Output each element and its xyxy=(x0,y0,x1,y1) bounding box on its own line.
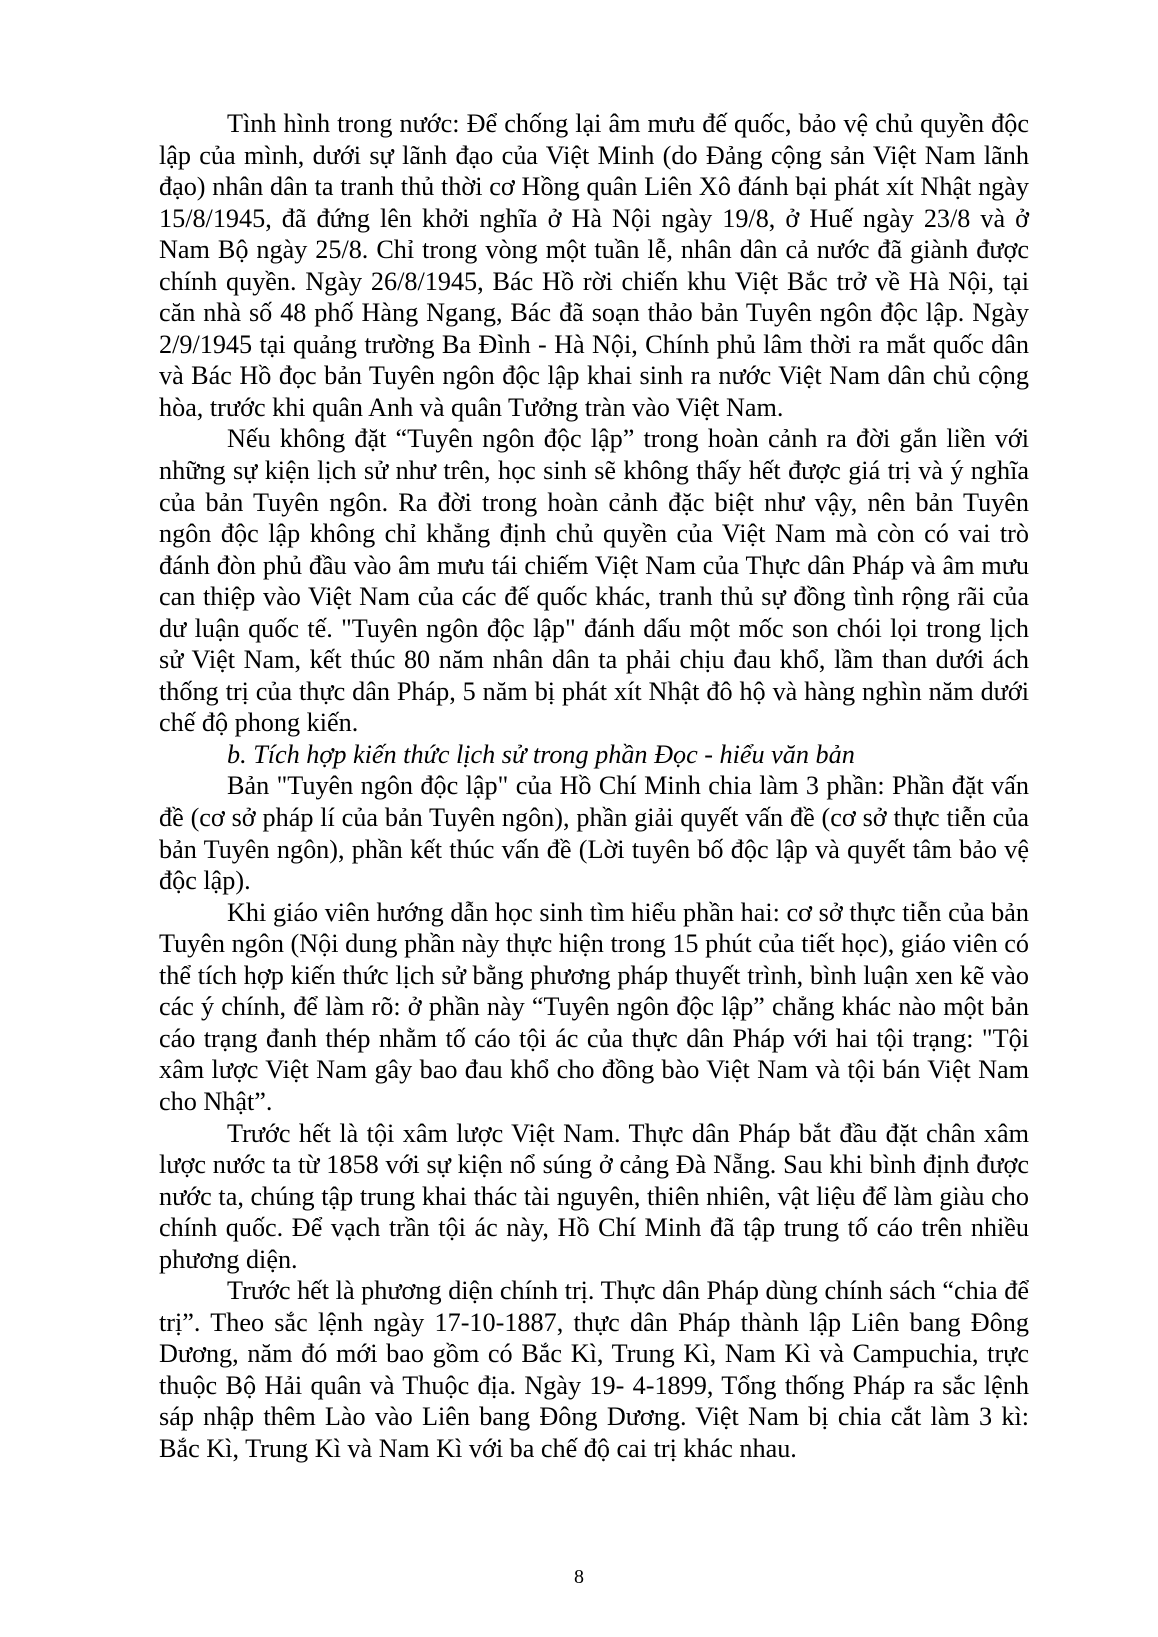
paragraph-domestic-situation: Tình hình trong nước: Để chống lại âm mưu đế quốc, bảo vệ chủ quyền độc lập của mình, dưới sự lãnh đạo của Việt Minh (do Đảng cộng sản Việt Nam lãnh đạo) nhân dân ta tranh thủ thời cơ Hồng quân Liên Xô đánh bại phát xít Nhật ngày 15/8/1945, đã đứng lên khởi nghĩa ở Hà Nội ngày 19/8, ở Huế ngày 23/8 và ở Nam Bộ ngày 25/8. Chỉ trong vòng một tuần lễ, nhân dân cả nước đã giành được chính quyền. Ngày 26/8/1945, Bác Hồ rời chiến khu Việt Bắc trở về Hà Nội, tại căn nhà số 48 phố Hàng Ngang, Bác đã soạn thảo bản Tuyên ngôn độc lập. Ngày 2/9/1945 tại quảng trường Ba Đình - Hà Nội, Chính phủ lâm thời ra mắt quốc dân và Bác Hồ đọc bản Tuyên ngôn độc lập khai sinh ra nước Việt Nam dân chủ cộng hòa, trước khi quân Anh và quân Tưởng tràn vào Việt Nam. xyxy=(159,109,1029,422)
paragraph-three-parts: Bản "Tuyên ngôn độc lập" của Hồ Chí Minh chia làm 3 phần: Phần đặt vấn đề (cơ sở pháp lí của bản Tuyên ngôn), phần giải quyết vấn đề (cơ sở thực tiễn của bản Tuyên ngôn), phần kết thúc vấn đề (Lời tuyên bố độc lập và quyết tâm bảo vệ độc lập). xyxy=(159,771,1029,896)
paragraph-historical-context: Nếu không đặt “Tuyên ngôn độc lập” trong hoàn cảnh ra đời gắn liền với những sự kiện lịch sử như trên, học sinh sẽ không thấy hết được giá trị và ý nghĩa của bản Tuyên ngôn. Ra đời trong hoàn cảnh đặc biệt như vậy, nên bản Tuyên ngôn độc lập không chỉ khẳng định chủ quyền của Việt Nam mà còn có vai trò đánh đòn phủ đầu vào âm mưu tái chiếm Việt Nam của Thực dân Pháp và âm mưu can thiệp vào Việt Nam của các đế quốc khác, tranh thủ sự đồng tình rộng rãi của dư luận quốc tế. "Tuyên ngôn độc lập" đánh dấu một mốc son chói lọi trong lịch sử Việt Nam, kết thúc 80 năm nhân dân ta phải chịu đau khổ, lầm than dưới ách thống trị của thực dân Pháp, 5 năm bị phát xít Nhật đô hộ và hàng nghìn năm dưới chế độ phong kiến. xyxy=(159,424,1029,738)
paragraph-political-aspect: Trước hết là phương diện chính trị. Thực dân Pháp dùng chính sách “chia để trị”. Theo sắc lệnh ngày 17-10-1887, thực dân Pháp thành lập Liên bang Đông Dương, năm đó mới bao gồm có Bắc Kì, Trung Kì, Nam Kì và Campuchia, trực thuộc Bộ Hải quân và Thuộc địa. Ngày 19- 4-1899, Tổng thống Pháp ra sắc lệnh sáp nhập thêm Lào vào Liên bang Đông Dương. Việt Nam bị chia cắt làm 3 kì: Bắc Kì, Trung Kì và Nam Kì với ba chế độ cai trị khác nhau. xyxy=(159,1276,1029,1463)
section-heading: b. Tích hợp kiến thức lịch sử trong phần Đọc - hiểu văn bản xyxy=(227,739,855,769)
document-body xyxy=(159,108,1029,1465)
paragraph-invasion-crime: Trước hết là tội xâm lược Việt Nam. Thực dân Pháp bắt đầu đặt chân xâm lược nước ta từ 1858 với sự kiện nổ súng ở cảng Đà Nẵng. Sau khi bình định được nước ta, chúng tập trung khai thác tài nguyên, thiên nhiên, vật liệu để làm giàu cho chính quốc. Để vạch trần tội ác này, Hồ Chí Minh đã tập trung tố cáo trên nhiều phương diện. xyxy=(159,1118,1029,1274)
page-number: 8 xyxy=(574,1566,584,1588)
paragraph-teacher-guidance: Khi giáo viên hướng dẫn học sinh tìm hiểu phần hai: cơ sở thực tiễn của bản Tuyên ngôn (Nội dung phần này thực hiện trong 15 phút của tiết học), giáo viên có thể tích hợp kiến thức lịch sử bằng phương pháp thuyết trình, bình luận xen kẽ vào các ý chính, để làm rõ: ở phần này “Tuyên ngôn độc lập” chẳng khác nào một bản cáo trạng đanh thép nhằm tố cáo tội ác của thực dân Pháp với hai tội trạng: "Tội xâm lược Việt Nam gây bao đau khổ cho đồng bào Việt Nam và tội bán Việt Nam cho Nhật”. xyxy=(159,897,1029,1116)
